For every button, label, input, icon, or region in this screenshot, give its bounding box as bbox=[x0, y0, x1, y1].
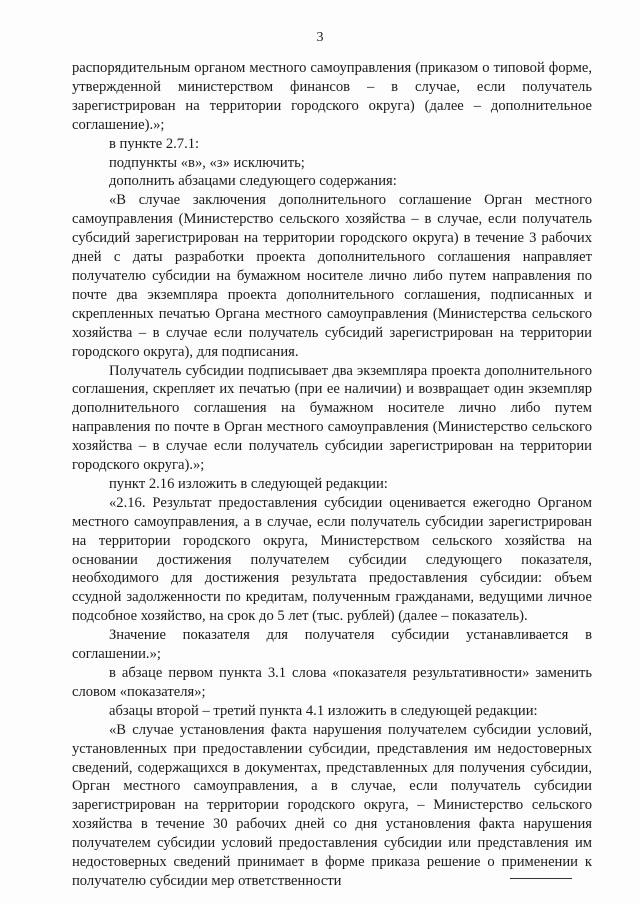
paragraph-2: в пункте 2.7.1: bbox=[109, 135, 200, 152]
page-number: 3 bbox=[316, 30, 324, 45]
paragraph-7: пункт 2.16 изложить в следующей редакции: bbox=[109, 475, 388, 492]
paragraph-5: «В случае заключения дополнительного соглашение Орган местного самоуправления (Министерство сельского хозяйства – в случае, если получатель субсидий зарегистрирован на территории городского округа) в течение 3 рабочих дней с даты разработки проекта дополнительного соглашения направляет получателю субсидии на бумажном носителе лично либо путем направления по почте два экземпляра проекта дополнительного соглашения, подписанных и скрепленных печатью Органа местного самоуправления (Министерства сельского хозяйства – в случае если получатель субсидий зарегистрирован на территории городского округа), для подписания. bbox=[72, 192, 592, 360]
paragraph-6: Получатель субсидии подписывает два экземпляра проекта дополнительного соглашения, скрепляет их печатью (при ее наличии) и возвращает один экземпляр дополнительного соглашения на бумажном носителе лично либо путем направления по почте в Орган местного самоуправления (Министерство сельского хозяйства – в случае если получатель субсидии зарегистрирован на территории городского округа).»; bbox=[72, 362, 592, 474]
paragraph-4: дополнить абзацами следующего содержания: bbox=[109, 173, 397, 190]
paragraph-9: Значение показателя для получателя субсидии устанавливается в соглашении.»; bbox=[72, 627, 592, 663]
paragraph-1: распорядительным органом местного самоуправления (приказом о типовой форме, утвержденной министерством финансов – в случае, если получатель зарегистрирован на территории городского округа) (далее – дополнительное соглашение).»; bbox=[72, 60, 592, 133]
paragraph-8: «2.16. Результат предоставления субсидии оценивается ежегодно Органом местного самоуправления, а в случае, если получатель субсидии зарегистрирован на территории городского округа, Министерством сельского хозяйства на основании достижения получателем субсидии следующего показателя, необходимого для достижения результата предоставления субсидии: объем ссудной задолженности по кредитам, полученным гражданами, ведущими личное подсобное хозяйство, на срок до 5 лет (тыс. рублей) (далее – показатель). bbox=[72, 494, 592, 625]
paragraph-11: абзацы второй – третий пункта 4.1 изложить в следующей редакции: bbox=[109, 702, 538, 719]
footer-divider bbox=[510, 878, 572, 879]
paragraph-10: в абзаце первом пункта 3.1 слова «показателя результативности» заменить словом «показателя»; bbox=[72, 665, 592, 700]
paragraph-3: подпункты «в», «з» исключить; bbox=[109, 154, 305, 171]
document-body bbox=[72, 59, 592, 891]
paragraph-12: «В случае установления факта нарушения получателем субсидии условий, установленных при предоставлении субсидии, представления им недостоверных сведений, содержащихся в документах, представленных для получения субсидии, Орган местного самоуправления, а в случае, если получатель субсидии зарегистрирован на территории городского округа, – Министерство сельского хозяйства в течение 30 рабочих дней со дня установления факта нарушения получателем субсидии условий предоставления субсидии или представления им недостоверных сведений принимает в форме приказа решение о применении к получателю субсидии мер ответственности bbox=[72, 721, 592, 889]
